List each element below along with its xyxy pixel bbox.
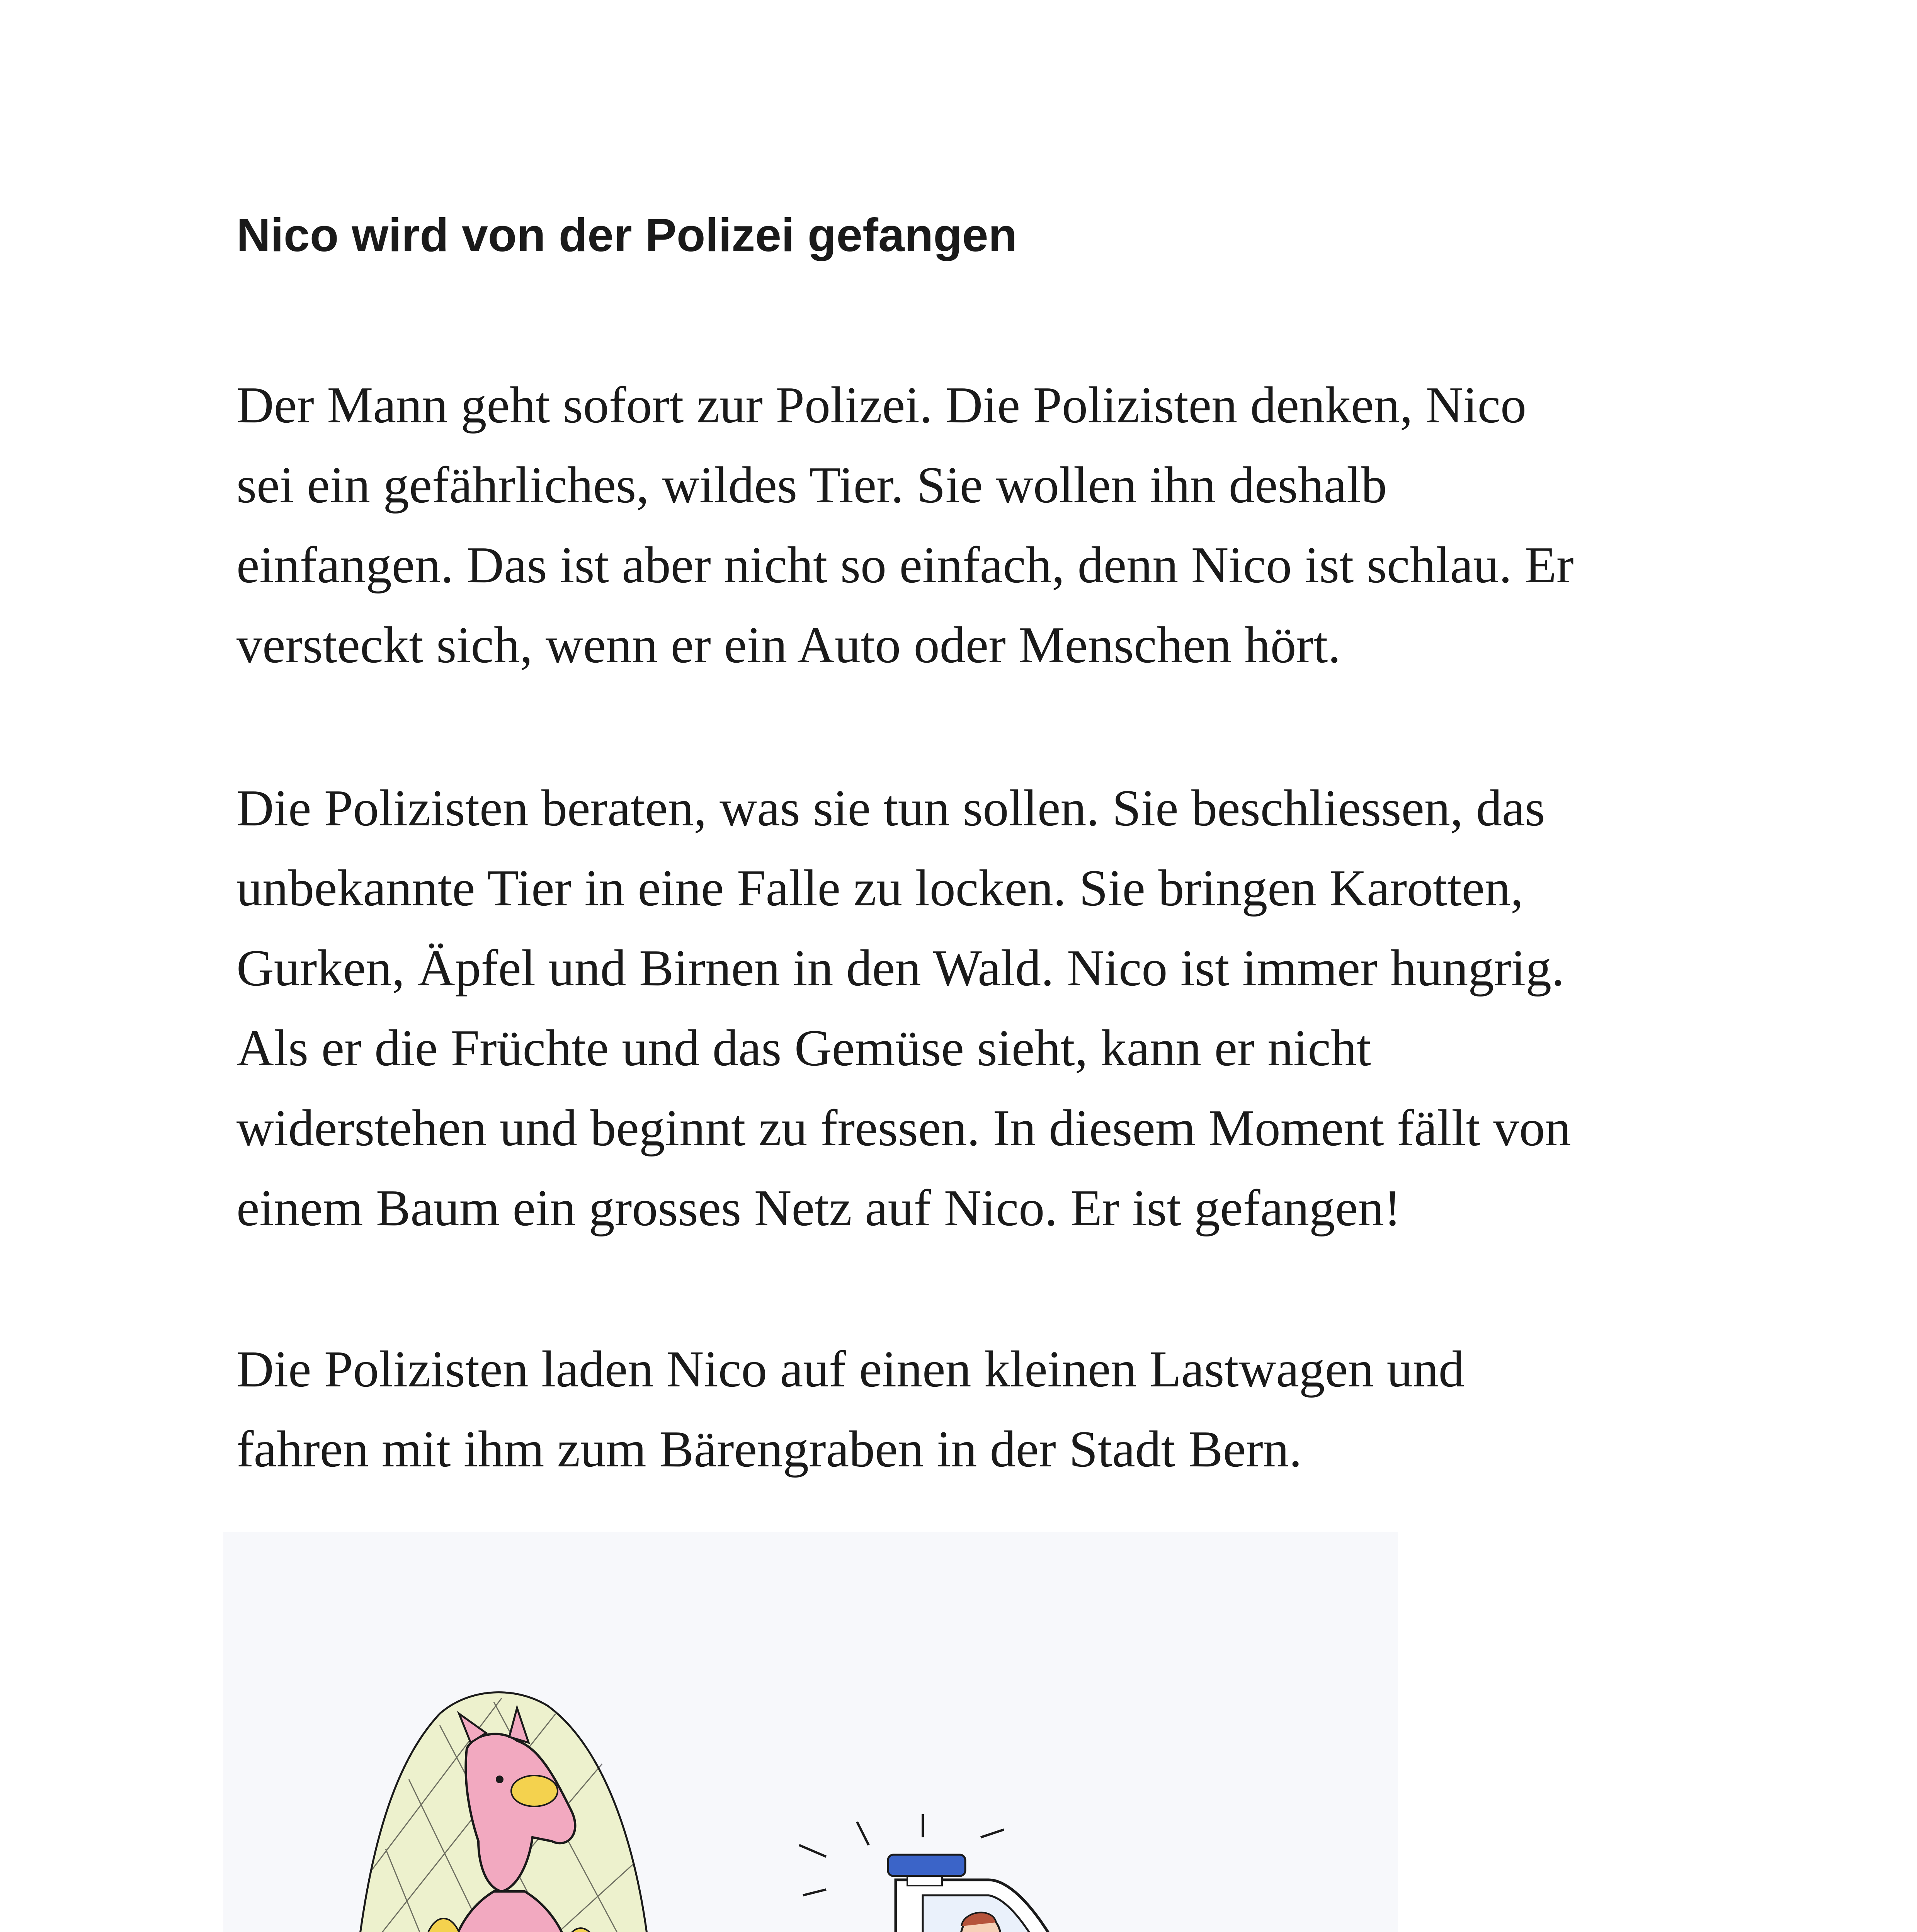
- paragraph-3: [236, 1329, 1612, 1489]
- paragraph-line: unbekannte Tier in eine Falle zu locken. Sie bringen Karotten,: [236, 859, 1524, 917]
- paragraph-line: fahren mit ihm zum Bärengraben in der Stadt Bern.: [236, 1420, 1302, 1478]
- paragraph-line: einfangen. Das ist aber nicht so einfach, denn Nico ist schlau. Er: [236, 536, 1574, 594]
- page-title: Nico wird von der Polizei gefangen: [236, 209, 1017, 261]
- paragraph-line: widerstehen und beginnt zu fressen. In diesem Moment fällt von: [236, 1099, 1571, 1156]
- paragraph-line: versteckt sich, wenn er ein Auto oder Menschen hört.: [236, 616, 1341, 673]
- paragraph-2: [236, 768, 1612, 1248]
- paragraph-line: einem Baum ein grosses Netz auf Nico. Er ist gefangen!: [236, 1179, 1402, 1236]
- paragraph-line: Gurken, Äpfel und Birnen in den Wald. Nico ist immer hungrig.: [236, 939, 1565, 997]
- paragraph-line: Die Polizisten laden Nico auf einen kleinen Lastwagen und: [236, 1340, 1465, 1398]
- police-truck-illustration: [223, 1532, 1398, 1932]
- siren-light: [888, 1855, 965, 1876]
- paragraph-line: Der Mann geht sofort zur Polizei. Die Polizisten denken, Nico: [236, 376, 1527, 434]
- paragraph-line: Die Polizisten beraten, was sie tun sollen. Sie beschliessen, das: [236, 779, 1545, 837]
- paragraph-1: [236, 365, 1612, 685]
- paragraph-line: Als er die Früchte und das Gemüse sieht, kann er nicht: [236, 1019, 1371, 1077]
- paragraph-line: sei ein gefährliches, wildes Tier. Sie wollen ihn deshalb: [236, 456, 1387, 514]
